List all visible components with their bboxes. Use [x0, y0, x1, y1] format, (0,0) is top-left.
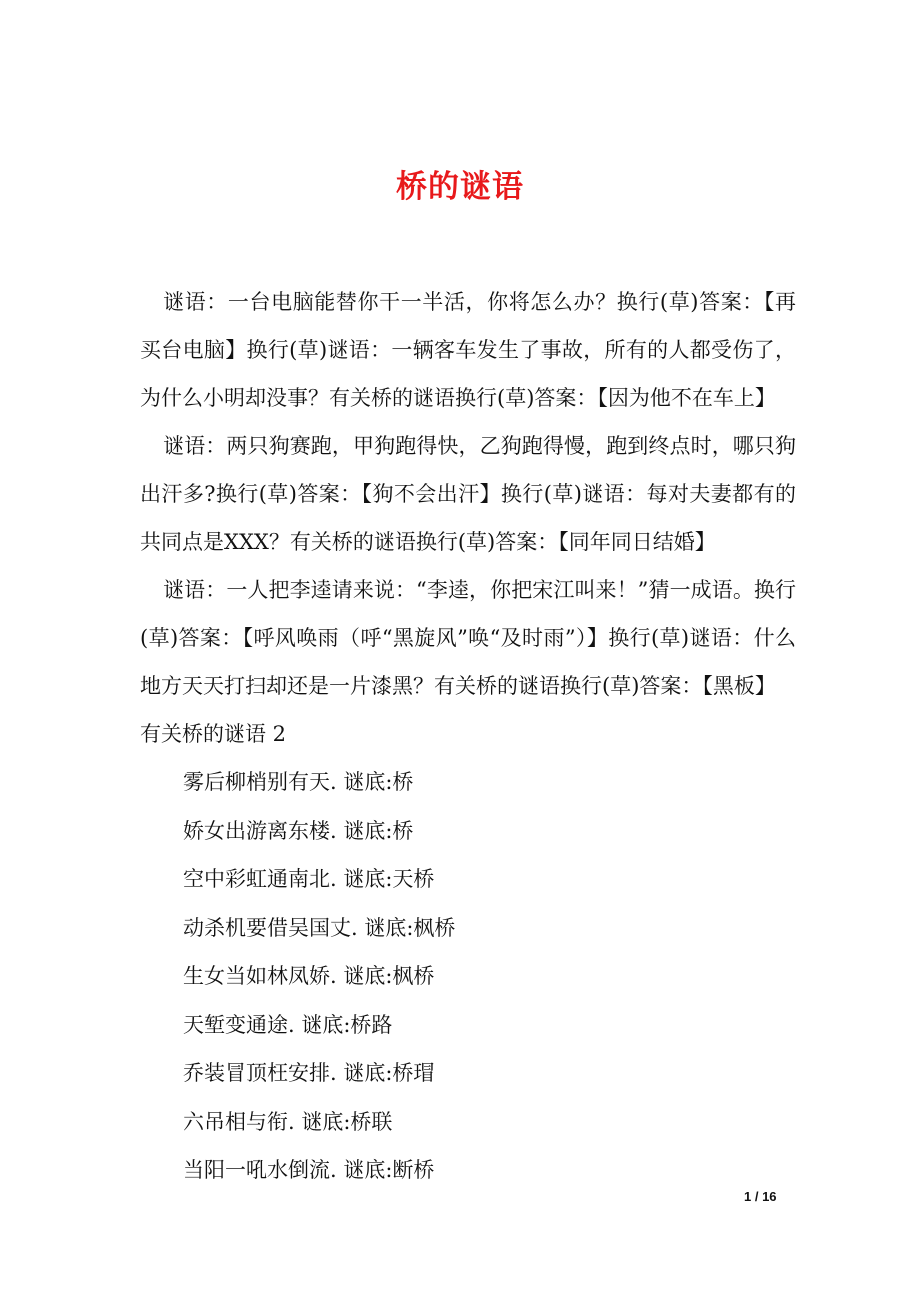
riddle-item: 乔装冒顶枉安排. 谜底:桥瑁	[183, 1061, 435, 1085]
riddle-paragraph-3: 谜语：一人把李逵请来说：“李逵，你把宋江叫来！”猜一成语。换行(草)答案：【呼风唤雨（呼“黑旋风”唤“及时雨”）】换行(草)谜语：什么地方天天打扫却还是一片漆黑？有关桥的谜语换行(草)答案：【黑板】	[140, 578, 796, 698]
riddle-item: 当阳一吼水倒流. 谜底:断桥	[183, 1158, 435, 1182]
riddle-paragraph-2: 谜语：两只狗赛跑，甲狗跑得快，乙狗跑得慢，跑到终点时，哪只狗出汗多?换行(草)答案：【狗不会出汗】换行(草)谜语：每对夫妻都有的共同点是XXX？有关桥的谜语换行(草)答案：【同年同日结婚】	[140, 434, 796, 554]
document-title: 桥的谜语	[396, 168, 524, 205]
riddle-item: 天堑变通途. 谜底:桥路	[183, 1012, 393, 1037]
document-body	[140, 278, 796, 1195]
page-number: 1 / 16	[744, 1189, 777, 1204]
riddle-item: 生女当如林凤娇. 谜底:枫桥	[183, 964, 435, 988]
riddle-paragraph-1: 谜语：一台电脑能替你干一半活，你将怎么办？换行(草)答案：【再买台电脑】换行(草)谜语：一辆客车发生了事故，所有的人都受伤了，为什么小明却没事？有关桥的谜语换行(草)答案：【因为他不在车上】	[140, 290, 796, 410]
riddle-item: 空中彩虹通南北. 谜底:天桥	[183, 867, 435, 891]
riddle-item: 雾后柳梢别有天. 谜底:桥	[183, 770, 414, 794]
section-heading: 有关桥的谜语 2	[140, 722, 287, 746]
riddle-item: 娇女出游离东楼. 谜底:桥	[183, 818, 414, 843]
riddle-list	[140, 758, 796, 1195]
riddle-item: 动杀机要借吴国丈. 谜底:枫桥	[183, 915, 456, 940]
riddle-item: 六吊相与衔. 谜底:桥联	[183, 1109, 393, 1134]
